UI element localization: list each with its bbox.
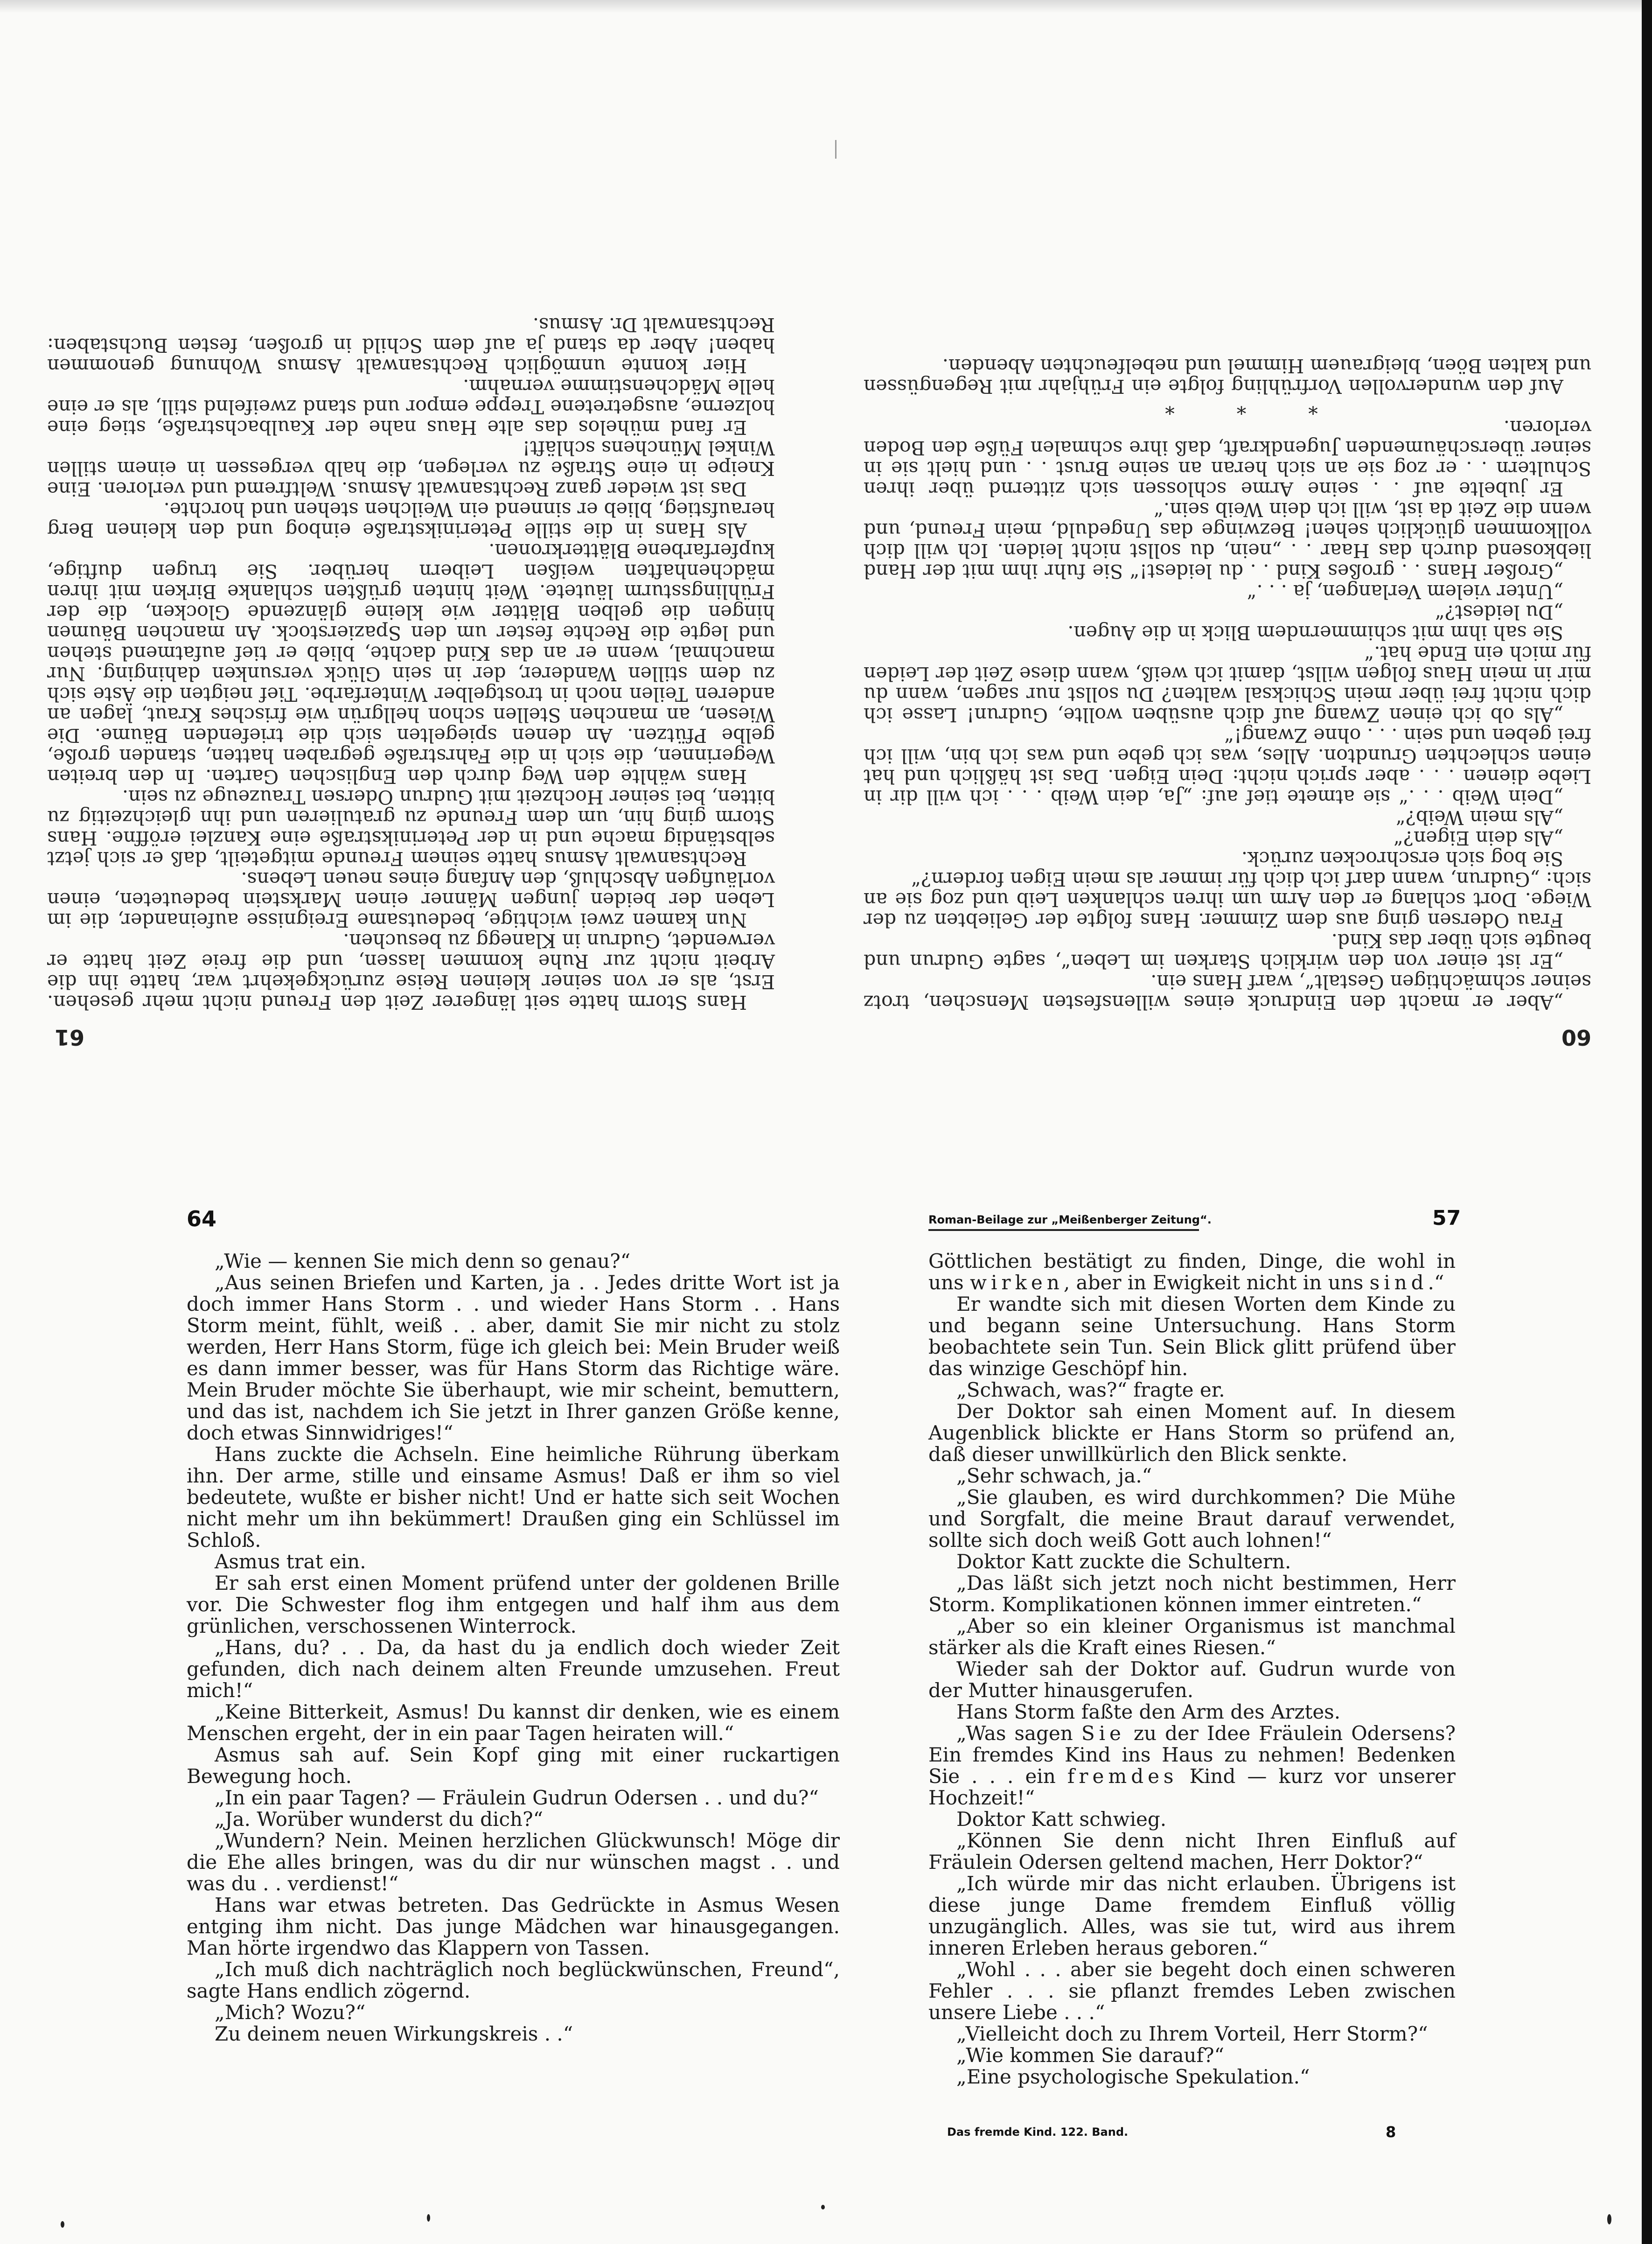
paragraph: „Keine Bitterkeit, Asmus! Du kannst dir denken, wie es einem Menschen ergeht, der in ein paar Tagen heiraten will.“: [187, 1700, 840, 1745]
paragraph: Rechtsanwalt Asmus hatte seinem Freunde mitgeteilt, daß er sich jetzt selbständig mache und in der Peterinikstraße eine Kanzlei eröffne. Hans Storm ging hin, um dem Freunde zu gratulieren und ihn gleichzeitig zu bitten, bei seiner Hochzeit mit Gudrun Odersen Trauzeuge zu sein.: [47, 786, 775, 870]
dust-speck: [821, 2205, 825, 2209]
paragraph: „Ja. Worüber wunderst du dich?“: [215, 1808, 544, 1831]
paragraph: „Wohl . . . aber sie begeht doch einen schweren Fehler . . . sie pflanzt fremdes Leben zwischen unsere Liebe . . .“: [928, 1958, 1456, 2024]
paragraph: „Unter vielem Verlangen, ja . . .“: [1247, 580, 1563, 603]
page-number-57: 57: [1432, 1206, 1461, 1230]
page-60-text: [864, 356, 1591, 1013]
paragraph: „Aber er macht den Eindruck eines willensfesten Menschen, trotz seiner schmächtigen Gestalt“, warf Hans ein.: [864, 971, 1591, 1014]
paragraph: Frau Odersen ging aus dem Zimmer. Hans folgte der Geliebten zu der Wiege. Dort schlang er den Arm um ihren schlanken Leib und zog sie an sich: „Gudrun, wann darf ich dich für immer als mein Eigen fordern?“: [864, 868, 1591, 931]
paragraph: Der Doktor sah einen Moment auf. In diesem Augenblick blickte er Hans Storm so prüfend an, daß dieser unwillkürlich den Blick senkte.: [928, 1400, 1456, 1466]
paragraph: „Aber so ein kleiner Organismus ist manchmal stärker als die Kraft eines Riesen.“: [928, 1615, 1456, 1659]
paragraph: Hans wählte den Weg durch den Englischen Garten. In den breiten Wegerinnen, die sich in die Fahrstraße gegraben hatten, standen große, gelbe Pfützen. An denen spiegelten sich die triefenden Bäume. Die Wiesen, an manchen Stellen schon hellgrün wie frisches Kraut, lagen an anderen Teilen noch in trostgelber Winterfarbe. Tief neigten die Äste sich zu dem stillen Wanderer, der in sein Glück versunken dahinging. Nur manchmal, wenn er an das Kind dachte, blieb er tief aufatmend stehen und legte die Rechte fester um den Spazierstock. An manchen Bäumen hingen die gelben Blätter wie kleine glänzende Glocken, die der Frühlingssturm läutete. Weit hinten grüßten schlanke Birken mit ihren mädchenhaften weißen Leibern herüber. Sie trugen duftige, kupferfarbene Blätterkronen.: [47, 539, 775, 788]
paragraph: „Wie kommen Sie darauf?“: [956, 2044, 1225, 2067]
paragraph: Als Hans in die stille Peterinikstraße einbog und den kleinen Berg heraufstieg, blieb er sinnend ein Weilchen stehen und horchte.: [47, 498, 775, 541]
paragraph: „Wundern? Nein. Meinen herzlichen Glückwunsch! Möge dir die Ehe alles bringen, was du dir nur wünschen magst . . und was du . . verdienst!“: [187, 1829, 840, 1895]
page-number-64: 64: [187, 1206, 217, 1231]
paragraph: „Als mein Weib?“: [1395, 806, 1563, 829]
paragraph: „Eine psychologische Spekulation.“: [956, 2065, 1310, 2088]
running-header: Roman-Beilage zur „Meißenberger Zeitung“.: [928, 1213, 1212, 1226]
paragraph: „Ich würde mir das nicht erlauben. Übrigens ist diese junge Dame fremdem Einfluß völlig unzugänglich. Alles, was sie tut, wird aus ihrem inneren Erleben heraus geboren.“: [928, 1872, 1456, 1959]
paragraph: „Was sagen Sie zu der Idee Fräulein Odersens? Ein fremdes Kind ins Haus zu nehmen! Bedenken Sie . . . ein fremdes Kind — kurz vor unserer Hochzeit!“: [928, 1722, 1456, 1809]
signature-mark: 8: [1386, 2123, 1396, 2141]
paragraph: Wieder sah der Doktor auf. Gudrun wurde von der Mutter hinausgerufen.: [928, 1657, 1456, 1702]
paragraph: „In ein paar Tagen? — Fräulein Gudrun Odersen . . und du?“: [215, 1786, 819, 1809]
page-number-61: 61: [54, 1025, 84, 1050]
paragraph: „Du leidest?“: [1435, 601, 1563, 623]
paragraph: „Als ob ich einen Zwang auf dich ausüben wollte, Gudrun! Lasse ich dich nicht frei über mein Schicksal walten? Du sollst nur sagen, wann du mir in mein Haus folgen willst, damit ich weiß, wann diese Zeit der Leiden für mich ein Ende hat.“: [864, 642, 1591, 726]
paragraph: Hans zuckte die Achseln. Eine heimliche Rührung überkam ihn. Der arme, stille und einsame Asmus! Daß er ihm so viel bedeutete, wußte er bisher nicht! Und er hatte sich seit Wochen nicht mehr um ihn bekümmert! Draußen ging ein Schlüssel im Schloß.: [187, 1443, 840, 1552]
paragraph: „Das läßt sich jetzt noch nicht bestimmen, Herr Storm. Komplikationen können immer eintreten.“: [928, 1572, 1456, 1616]
paragraph: Göttlichen bestätigt zu finden, Dinge, die wohl in uns wirken, aber in Ewigkeit nicht in uns sind.“: [928, 1250, 1456, 1294]
paragraph: Auf den wundervollen Vorfrühling folgte ein Frühjahr mit Regengüssen und kalten Böen, bleigrauem Himmel und nebelfeuchten Abenden.: [864, 355, 1591, 398]
paragraph: „Er ist einer von den wirklich Starken im Leben“, sagte Gudrun und beugte sich über das Kind.: [864, 930, 1591, 972]
dust-speck: [427, 2214, 430, 2222]
paragraph: „Vielleicht doch zu Ihrem Vorteil, Herr Storm?“: [956, 2022, 1428, 2045]
page-61-text: [47, 315, 775, 1013]
paragraph: Nun kamen zwei wichtige, bedeutsame Ereignisse aufeinander, die im Leben der beiden jungen Männer einen Markstein bedeuteten, einen vorläufigen Abschluß, den Anfang eines neuen Lebens.: [47, 868, 775, 931]
paragraph: Sie bog sich erschrocken zurück.: [1241, 847, 1563, 870]
paragraph: Hier konnte unmöglich Rechtsanwalt Asmus Wohnung genommen haben! Aber da stand ja auf dem Schild in großen, festen Buchstaben: Rechtsanwalt Dr. Asmus.: [47, 314, 775, 377]
paragraph: „Großer Hans . . großes Kind . . du leidest!“ Sie fuhr ihm mit der Hand liebkosend durch das Haar . . „nein, du sollst nicht leiden. Ich will dich vollkommen glücklich sehen! Bezwinge das Ungeduld, mein Freund, und wenn die Zeit da ist, will ich dein Weib sein.“: [864, 498, 1591, 582]
paragraph: Doktor Katt zuckte die Schultern.: [956, 1550, 1291, 1573]
paragraph: „Dein Weib . . .“ sie atmete tief auf: „Ja, dein Weib . . . ich will dir in Liebe dienen . . . aber sprich nicht: Dein Eigen. Das ist häßlich und hat einen schlechten Grundton. Alles, was ich gebe und was ich bin, will ich frei geben und sein . . . ohne Zwang!“: [864, 724, 1591, 808]
paragraph: „Hans, du? . . Da, da hast du ja endlich doch wieder Zeit gefunden, dich nach deinem alten Freunde umzusehen. Freut mich!“: [187, 1636, 840, 1702]
paragraph: Hans Storm hatte seit längerer Zeit den Freund nicht mehr gesehen. Erst, als er von seiner kleinen Reise zurückgekehrt war, hatte ihn die Arbeit nicht zur Ruhe kommen lassen, und die freie Zeit hatte er verwendet, Gudrun in Klanegg zu besuchen.: [47, 930, 775, 1014]
page-57-text: [928, 1251, 1456, 2088]
paragraph: Er jubelte auf . . seine Arme schlossen sich zitternd über ihren Schultern . . er zog sie an sich heran an seine Brust . . und hielt sie in seiner überschäumenden Jugendkraft, daß ihre schmalen Füße den Boden verloren.: [864, 416, 1591, 500]
paragraph: Er fand mühelos das alte Haus nahe der Kaulbachstraße, stieg eine holzerne, ausgetretene Treppe empor und stand zweifelnd still, als er eine helle Mädchenstimme vernahm.: [47, 375, 775, 439]
paragraph: „Sehr schwach, ja.“: [956, 1464, 1152, 1487]
dust-speck: [1607, 2214, 1611, 2224]
paragraph: Zu deinem neuen Wirkungskreis . .“: [215, 2022, 573, 2045]
paragraph: * * *: [1137, 396, 1318, 418]
paragraph: Asmus sah auf. Sein Kopf ging mit einer ruckartigen Bewegung hoch.: [187, 1743, 840, 1788]
paragraph: „Aus seinen Briefen und Karten, ja . . Jedes dritte Wort ist ja doch immer Hans Storm . . und wieder Hans Storm . . Hans Storm meint, fühlt, weiß . . aber, damit Sie mir nicht zu stolz werden, Herr Hans Storm, füge ich gleich bei: Mein Bruder weiß es dann immer besser, was für Hans Storm das Richtige wäre. Mein Bruder möchte Sie überhaupt, wie mir scheint, bemuttern, und das ist, nachdem ich Sie jetzt in Ihrer ganzen Größe kenne, doch etwas Sinnwidriges!“: [187, 1271, 840, 1444]
paragraph: Sie sah ihm mit schimmerndem Blick in die Augen.: [1067, 622, 1563, 644]
paragraph: „Mich? Wozu?“: [215, 2001, 366, 2024]
paragraph: Hans war etwas betreten. Das Gedrückte in Asmus Wesen entging ihm nicht. Das junge Mädchen war hinausgegangen. Man hörte irgendwo das Klappern von Tassen.: [187, 1894, 840, 1959]
header-underline: [928, 1229, 1199, 1231]
paragraph: „Sie glauben, es wird durchkommen? Die Mühe und Sorgfalt, die meine Braut darauf verwendet, sollte sich doch weiß Gott auch lohnen!“: [928, 1486, 1456, 1552]
page-number-60: 60: [1561, 1025, 1591, 1050]
paragraph: Hans Storm faßte den Arm des Arztes.: [956, 1700, 1341, 1723]
paragraph: Er wandte sich mit diesen Worten dem Kinde zu und begann seine Untersuchung. Hans Storm beobachtete sein Tun. Sein Blick glitt prüfend über das winzige Geschöpf hin.: [928, 1293, 1456, 1380]
paragraph: „Ich muß dich nachträglich noch beglückwünschen, Freund“, sagte Hans endlich zögernd.: [187, 1958, 840, 2002]
paragraph: Doktor Katt schwieg.: [956, 1808, 1167, 1831]
paragraph: Er sah erst einen Moment prüfend unter der goldenen Brille vor. Die Schwester flog ihm entgegen und half ihm aus dem grünlichen, verschossenen Winterrock.: [187, 1572, 840, 1637]
page-64-text: [187, 1251, 840, 2045]
paragraph: „Als dein Eigen?“: [1394, 827, 1563, 849]
footer-title: Das fremde Kind. 122. Band.: [947, 2125, 1129, 2139]
dust-speck: [61, 2221, 64, 2228]
paragraph: „Können Sie denn nicht Ihren Einfluß auf Fräulein Odersen geltend machen, Herr Doktor?“: [928, 1829, 1456, 1873]
paragraph: Das ist wieder ganz Rechtsanwalt Asmus. Weltfremd und verloren. Eine Kneipe in eine Straße zu verlegen, die halb vergessen in einem stillen Winkel Münchens schläft!: [47, 437, 775, 500]
paragraph: „Wie — kennen Sie mich denn so genau?“: [215, 1250, 631, 1272]
paragraph: Asmus trat ein.: [215, 1550, 366, 1573]
paragraph: „Schwach, was?“ fragte er.: [956, 1378, 1225, 1401]
inverted-spread: [0, 0, 1652, 1092]
